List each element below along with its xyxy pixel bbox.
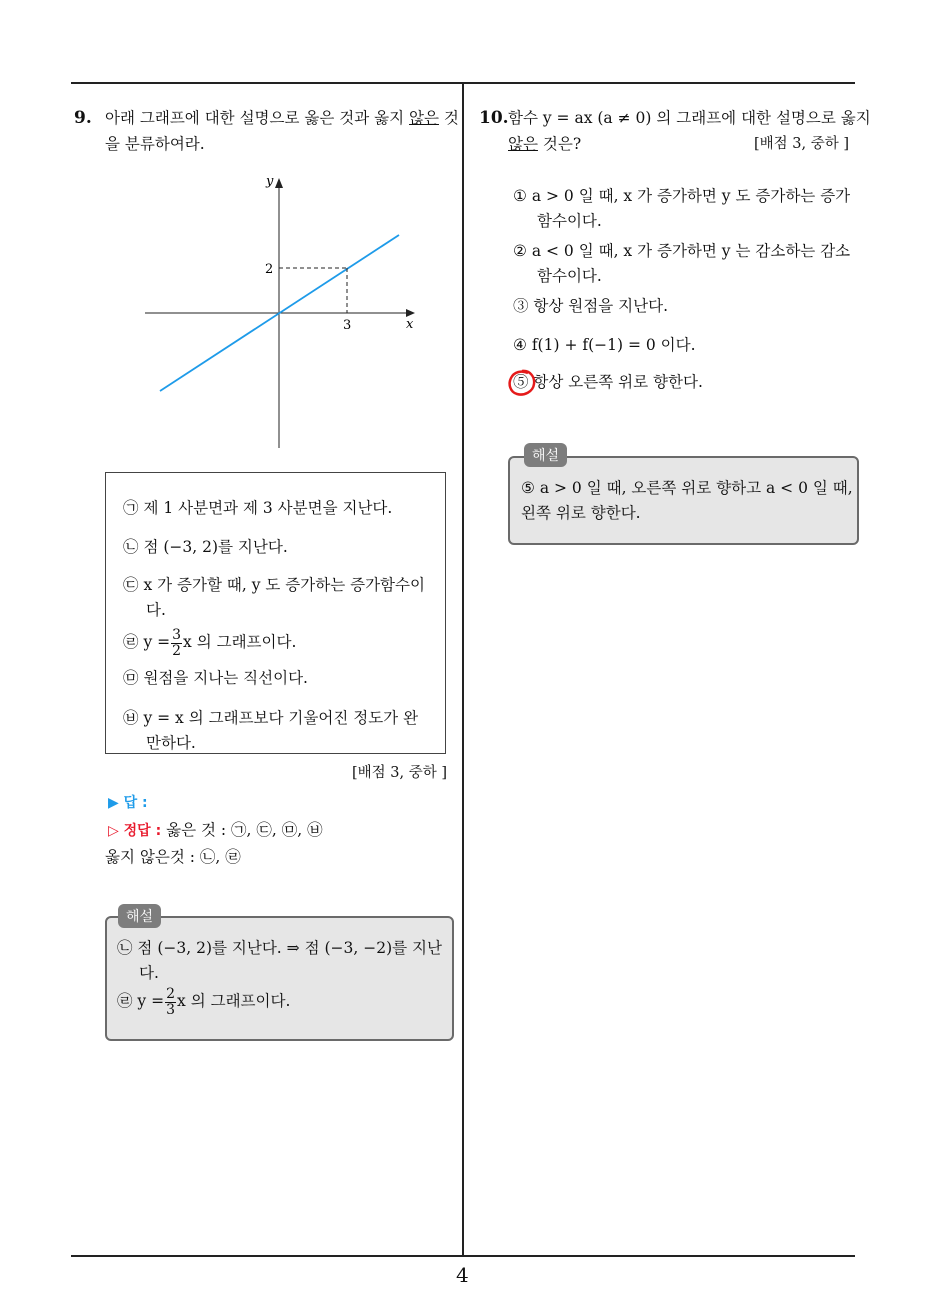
q9-number: 9.: [74, 108, 92, 128]
bottom-rule: [71, 1255, 855, 1257]
q9-item-6: ㉥ y = x 의 그래프보다 기울어진 정도가 완: [123, 709, 419, 727]
answer-circle-mark: [506, 368, 538, 398]
q9-item-1: ㉠ 제 1 사분면과 제 3 사분면을 지난다.: [123, 499, 393, 517]
tick-label-y2: 2: [265, 262, 274, 277]
q9-solution-line2: 다.: [139, 964, 159, 982]
q9-correct-answer: ▷ 정답 : 옳은 것 : ㉠, ㉢, ㉤, ㉥: [108, 821, 323, 839]
tick-label-x3: 3: [343, 318, 352, 333]
q10-solution-line2: 왼쪽 위로 향한다.: [521, 504, 641, 522]
q9-solution-line1: ㉡ 점 (−3, 2)를 지난다. ⇒ 점 (−3, −2)를 지난: [117, 939, 442, 957]
q9-stem-line2: 을 분류하여라.: [105, 135, 205, 153]
q9-item-5: ㉤ 원점을 지나는 직선이다.: [123, 669, 308, 687]
q9-graph: [140, 170, 430, 455]
q9-item-2: ㉡ 점 (−3, 2)를 지난다.: [123, 538, 288, 556]
q9-answer-label: ▶ 답 :: [108, 795, 148, 811]
q10-number: 10.: [479, 108, 509, 128]
x-axis-label: x: [406, 317, 414, 332]
q9-item-3: ㉢ x 가 증가할 때, y 도 증가하는 증가함수이: [123, 576, 425, 594]
q9-item-6-cont: 만하다.: [146, 734, 196, 752]
q10-solution-line1: ⑤ a > 0 일 때, 오른쪽 위로 향하고 a < 0 일 때,: [521, 479, 853, 497]
q9-item-3-cont: 다.: [146, 601, 166, 619]
q10-score: [배점 3, 중하 ]: [754, 136, 850, 152]
y-axis-arrow: [275, 178, 283, 188]
correct-label: ▷ 정답 :: [108, 823, 162, 839]
fraction-3-2: $\frac{3}{2}$: [172, 626, 182, 659]
q10-option-1: ① a > 0 일 때, x 가 증가하면 y 도 증가하는 증가: [513, 187, 851, 205]
q10-option-5: ⑤ 항상 오른쪽 위로 향한다.: [513, 373, 703, 391]
q9-solution-tag: 해설: [118, 904, 161, 928]
q10-solution-tag: 해설: [524, 443, 567, 467]
q10-stem-line1: 함수 y = ax (a ≠ 0) 의 그래프에 대한 설명으로 옳지: [508, 109, 871, 127]
q10-option-3: ③ 항상 원점을 지난다.: [513, 297, 668, 315]
q9-solution-line3: ㉣ y = $\frac{2}{3}$ x 의 그래프이다.: [117, 985, 291, 1018]
q9-score: [배점 3, 중하 ]: [352, 765, 448, 781]
y-axis-label: y: [266, 174, 274, 189]
q10-option-1-cont: 함수이다.: [537, 212, 602, 230]
q9-item-4: ㉣ y = $\frac{3}{2}$ x 의 그래프이다.: [123, 626, 297, 659]
q10-option-2: ② a < 0 일 때, x 가 증가하면 y 는 감소하는 감소: [513, 242, 851, 260]
q9-wrong-answer: 옳지 않은것 : ㉡, ㉣: [105, 848, 241, 866]
q10-stem-line2: 않은 것은?: [508, 135, 582, 153]
column-divider: [462, 82, 464, 1257]
x-axis-arrow: [406, 309, 415, 317]
q9-stem-line1: 아래 그래프에 대한 설명으로 옳은 것과 옳지 않은 것: [105, 109, 459, 127]
q10-option-2-cont: 함수이다.: [537, 267, 602, 285]
fraction-2-3: $\frac{2}{3}$: [166, 985, 176, 1018]
q10-option-4: ④ f(1) + f(−1) = 0 이다.: [513, 336, 696, 354]
page-number: 4: [456, 1263, 469, 1287]
